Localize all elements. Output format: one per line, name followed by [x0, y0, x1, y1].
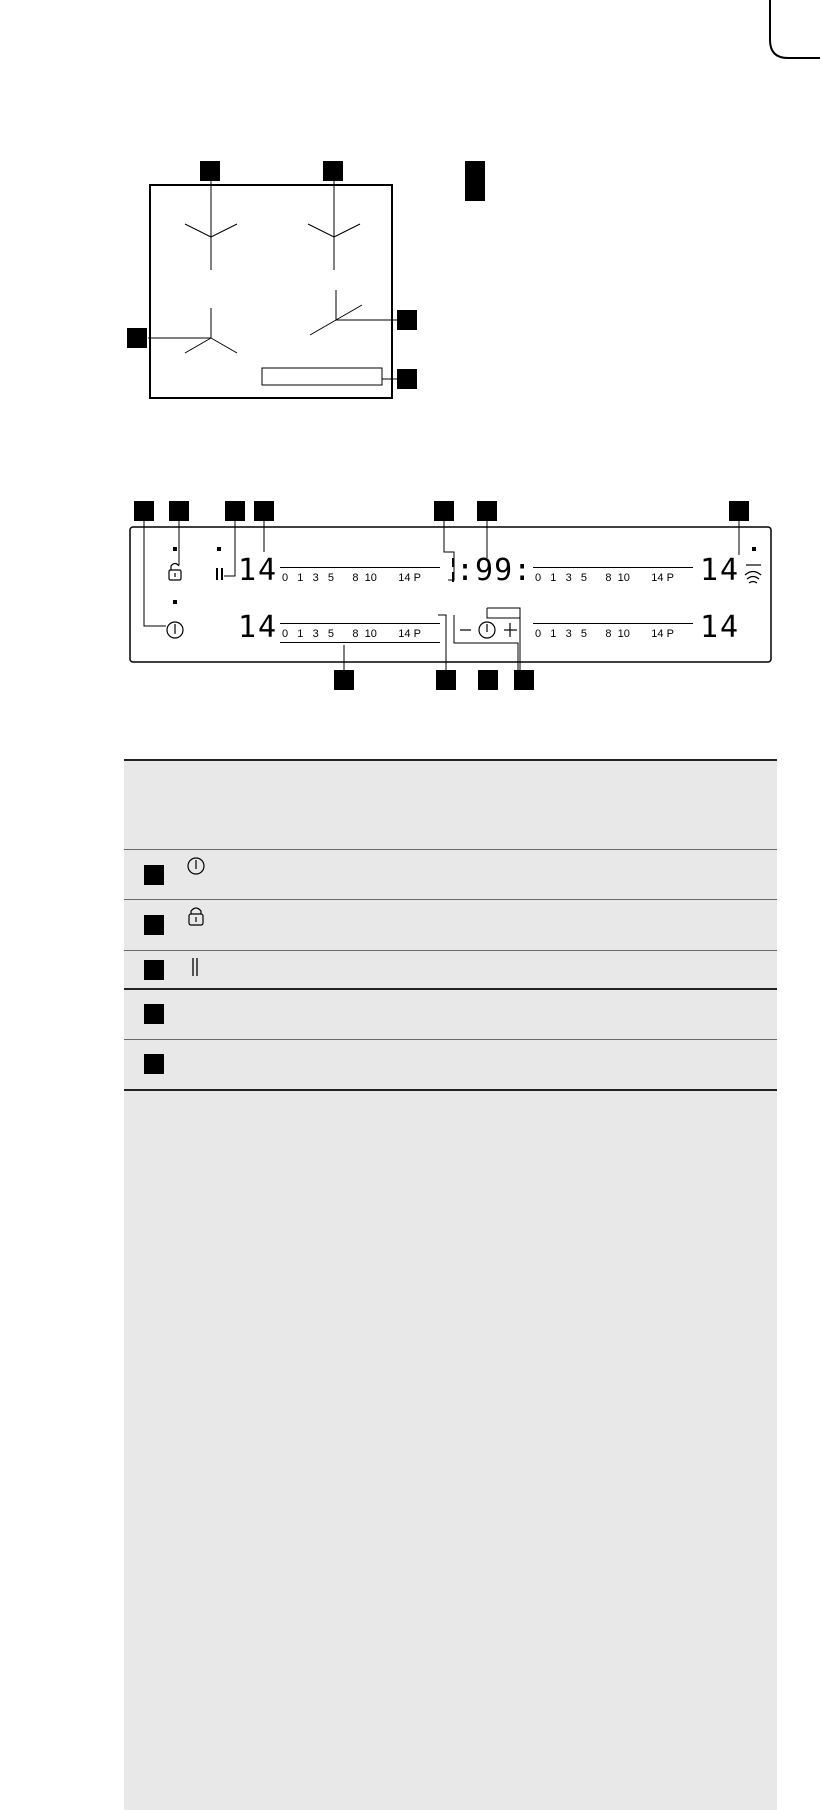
- row-divider: [124, 950, 777, 951]
- pause-icon: [217, 568, 222, 580]
- zone-display-top-right: 14: [700, 553, 741, 588]
- legend-marker: [465, 161, 485, 181]
- lock-icon: [169, 564, 181, 581]
- indicator-led: [217, 547, 221, 551]
- row-divider: [124, 988, 777, 990]
- timer-display: :99:: [456, 553, 533, 588]
- row-divider: [124, 1039, 777, 1040]
- callout-marker: [397, 369, 417, 389]
- cooking-zone-rear-left-symbol: [185, 308, 237, 353]
- zone-display-top-left: 14: [238, 553, 279, 588]
- callout-marker: [323, 161, 343, 181]
- zone-display-bottom-right: 14: [700, 610, 741, 645]
- callout-marker: [127, 328, 147, 348]
- lock-icon: [186, 905, 206, 927]
- timer-controls: [460, 622, 517, 638]
- legend-marker: [465, 181, 485, 201]
- table-top-border: [124, 759, 777, 761]
- hob-outline: [120, 150, 430, 410]
- callout-marker: [397, 310, 417, 330]
- control-panel-drawing: [120, 510, 780, 690]
- indicator-led: [173, 547, 177, 551]
- pause-icon: [188, 956, 202, 980]
- row-marker: [144, 960, 164, 980]
- hob-hood-icon: [745, 565, 761, 583]
- zone-display-bottom-left: 14: [238, 610, 279, 645]
- power-icon: [167, 622, 183, 638]
- scale-labels: 0 1 3 5 8 10 14 P: [282, 572, 421, 584]
- scale-labels: 0 1 3 5 8 10 14 P: [535, 628, 674, 640]
- row-marker: [144, 1054, 164, 1074]
- power-icon: [186, 856, 206, 876]
- row-marker: [144, 865, 164, 885]
- table-bottom-border: [124, 1089, 777, 1091]
- cooking-zone-front-right-symbol: [310, 290, 362, 335]
- row-divider: [124, 899, 777, 900]
- scale-labels: 0 1 3 5 8 10 14 P: [535, 572, 674, 584]
- indicator-led: [752, 547, 756, 551]
- row-divider: [124, 849, 777, 850]
- indicator-led: [173, 600, 177, 604]
- scale-labels: 0 1 3 5 8 10 14 P: [282, 628, 421, 640]
- control-panel-area: [262, 368, 382, 385]
- row-marker: [144, 1004, 164, 1024]
- row-marker: [144, 915, 164, 935]
- page-corner-decoration: [760, 0, 820, 60]
- callout-marker: [200, 161, 220, 181]
